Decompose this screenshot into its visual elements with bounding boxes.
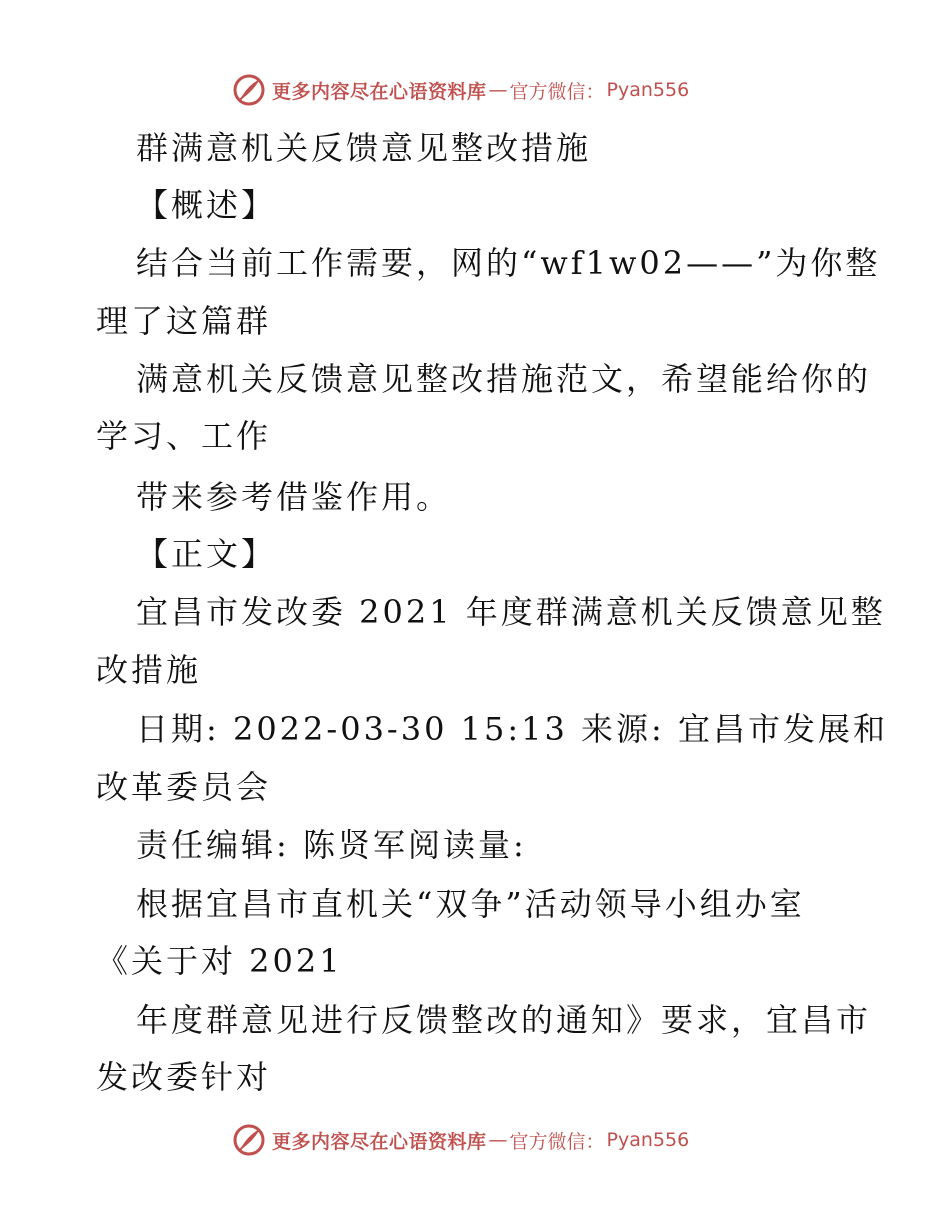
- watermark-separator: —: [488, 1129, 508, 1151]
- feather-circle-logo-icon: [232, 73, 266, 107]
- watermark-wechat-id: Pyan556: [606, 1129, 690, 1151]
- document-title: 群满意机关反馈意见整改措施: [136, 129, 592, 167]
- paragraph-line: 结合当前工作需要，网的“wf1w02——”为你整: [136, 244, 881, 282]
- watermark-separator: —: [488, 79, 508, 101]
- watermark-footer: [232, 1122, 689, 1158]
- date-source-line: 日期: 2022-03-30 15:13 来源: 宜昌市发展和: [136, 710, 888, 748]
- section-heading-summary: 【概述】: [136, 186, 277, 224]
- article-title-line: 宜昌市发改委 2021 年度群满意机关反馈意见整: [136, 593, 886, 631]
- section-heading-body: 【正文】: [136, 535, 277, 573]
- feather-circle-logo-icon: [232, 1123, 266, 1157]
- watermark-wechat-label: 官方微信：: [509, 1130, 605, 1153]
- date-source-line: 改革委员会: [96, 768, 272, 806]
- watermark-site-text: 更多内容尽在心语资料库: [272, 80, 487, 103]
- watermark-site-text: 更多内容尽在心语资料库: [272, 1130, 487, 1153]
- paragraph-line: 带来参考借鉴作用。: [136, 478, 452, 516]
- watermark-wechat-label: 官方微信：: [509, 80, 605, 103]
- article-title-line: 改措施: [96, 651, 202, 689]
- watermark-wechat-id: Pyan556: [606, 79, 690, 101]
- paragraph-line: 《关于对 2021: [96, 942, 343, 980]
- paragraph-line: 满意机关反馈意见整改措施范文，希望能给你的: [136, 360, 872, 398]
- paragraph-line: 学习、工作: [96, 417, 272, 455]
- editor-line: 责任编辑: 陈贤军阅读量:: [136, 826, 527, 864]
- paragraph-line: 年度群意见进行反馈整改的通知》要求，宜昌市: [136, 1001, 872, 1039]
- paragraph-line: 理了这篇群: [96, 302, 272, 340]
- paragraph-line: 根据宜昌市直机关“双争”活动领导小组办室: [136, 885, 805, 923]
- watermark-header: [232, 72, 689, 108]
- paragraph-line: 发改委针对: [96, 1058, 272, 1096]
